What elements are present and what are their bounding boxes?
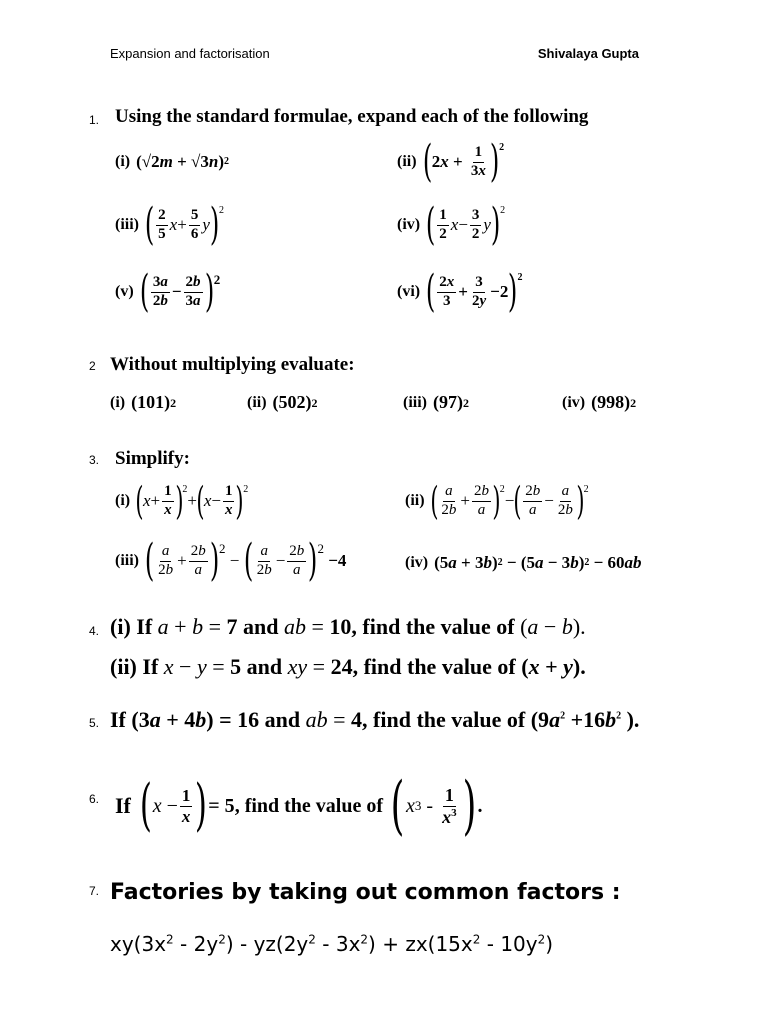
q1-number: 1. [89, 113, 100, 127]
header-author: Shivalaya Gupta [537, 46, 639, 61]
q6-line: If ( x − $\frac{1}{x}$ ) = 5 , find the value of ( x 3 - $\frac{1}{x^3}$ ) . [115, 769, 483, 843]
q1-item-i: (i) (√2 m + √3 n ) 2 [115, 152, 230, 171]
q2-title: Without multiplying evaluate: [110, 354, 355, 375]
q7-title: Factories by taking out common factors : [110, 880, 621, 905]
q3-title: Simplify: [115, 448, 190, 469]
q2-item-iii: (iii) (97) 2 [403, 392, 469, 412]
q3-item-iv: (iv) (5 a + 3 b ) 2 − (5 a − 3 b ) 2 − 60 ab [405, 553, 642, 572]
q5-number: 5. [89, 716, 100, 730]
q1-item-ii: (ii) ( 2 x + $\frac{1}{3x}$ ) 2 [397, 136, 505, 187]
q1-title: Using the standard formulae, expand each of the following [115, 106, 589, 127]
q7-expression: $xy(3x^2 - 2y^2) - yz(2y^2 - 3x^2) + zx(15x^2 - 10y^2)$ [110, 932, 554, 956]
header-topic: Expansion and factorisation [110, 46, 270, 61]
q6-number: 6. [89, 792, 100, 806]
q3-item-iii: (iii) ( $\frac{a}{2b}$ + $\frac{2b}{a}$ ) 2 − ( $\frac{a}{2b}$ − $\frac{2b}{a}$ ) 2 −4 [115, 535, 347, 586]
q2-item-i: (i) (101) 2 [110, 392, 177, 412]
q1-item-iv: (iv) ( $\frac{1}{2}$ x − $\frac{3}{2}$ y ) 2 [397, 199, 506, 250]
q4-line-1: (i) If a + b = 7 and ab = 10, find the value of (a − b). [110, 614, 586, 639]
q1-item-v: (v) ( $\frac{3a}{2b}$ − $\frac{2b}{3a}$ ) 2 [115, 266, 221, 317]
q5-line: If (3a + 4b) = 16 and ab = 4, find the value of ($9a^2 +16b^2$ ). [110, 707, 640, 732]
q7-number: 7. [89, 884, 100, 898]
q3-number: 3. [89, 453, 100, 467]
q2-item-ii: (ii) (502) 2 [247, 392, 318, 412]
q2-item-iv: (iv) (998) 2 [562, 392, 637, 412]
q2-number: 2 [89, 359, 96, 373]
q4-line-2: (ii) If x − y = 5 and xy = 24, find the value of (x + y). [110, 654, 586, 679]
q1-item-vi: (vi) ( $\frac{2x}{3}$ + $\frac{3}{2y}$ −2 ) 2 [397, 266, 523, 317]
q3-item-i: (i) ( x + $\frac{1}{x}$ ) 2 + ( x − $\frac{1}{x}$ ) 2 [115, 479, 249, 523]
q4-number: 4. [89, 624, 100, 638]
q1-item-iii: (iii) ( $\frac{2}{5}$ x + $\frac{5}{6}$ y ) 2 [115, 199, 225, 250]
q3-item-ii: (ii) ( $\frac{a}{2b}$ + $\frac{2b}{a}$ ) 2 − ( $\frac{2b}{a}$ − $\frac{a}{2b}$ ) 2 [405, 479, 589, 523]
